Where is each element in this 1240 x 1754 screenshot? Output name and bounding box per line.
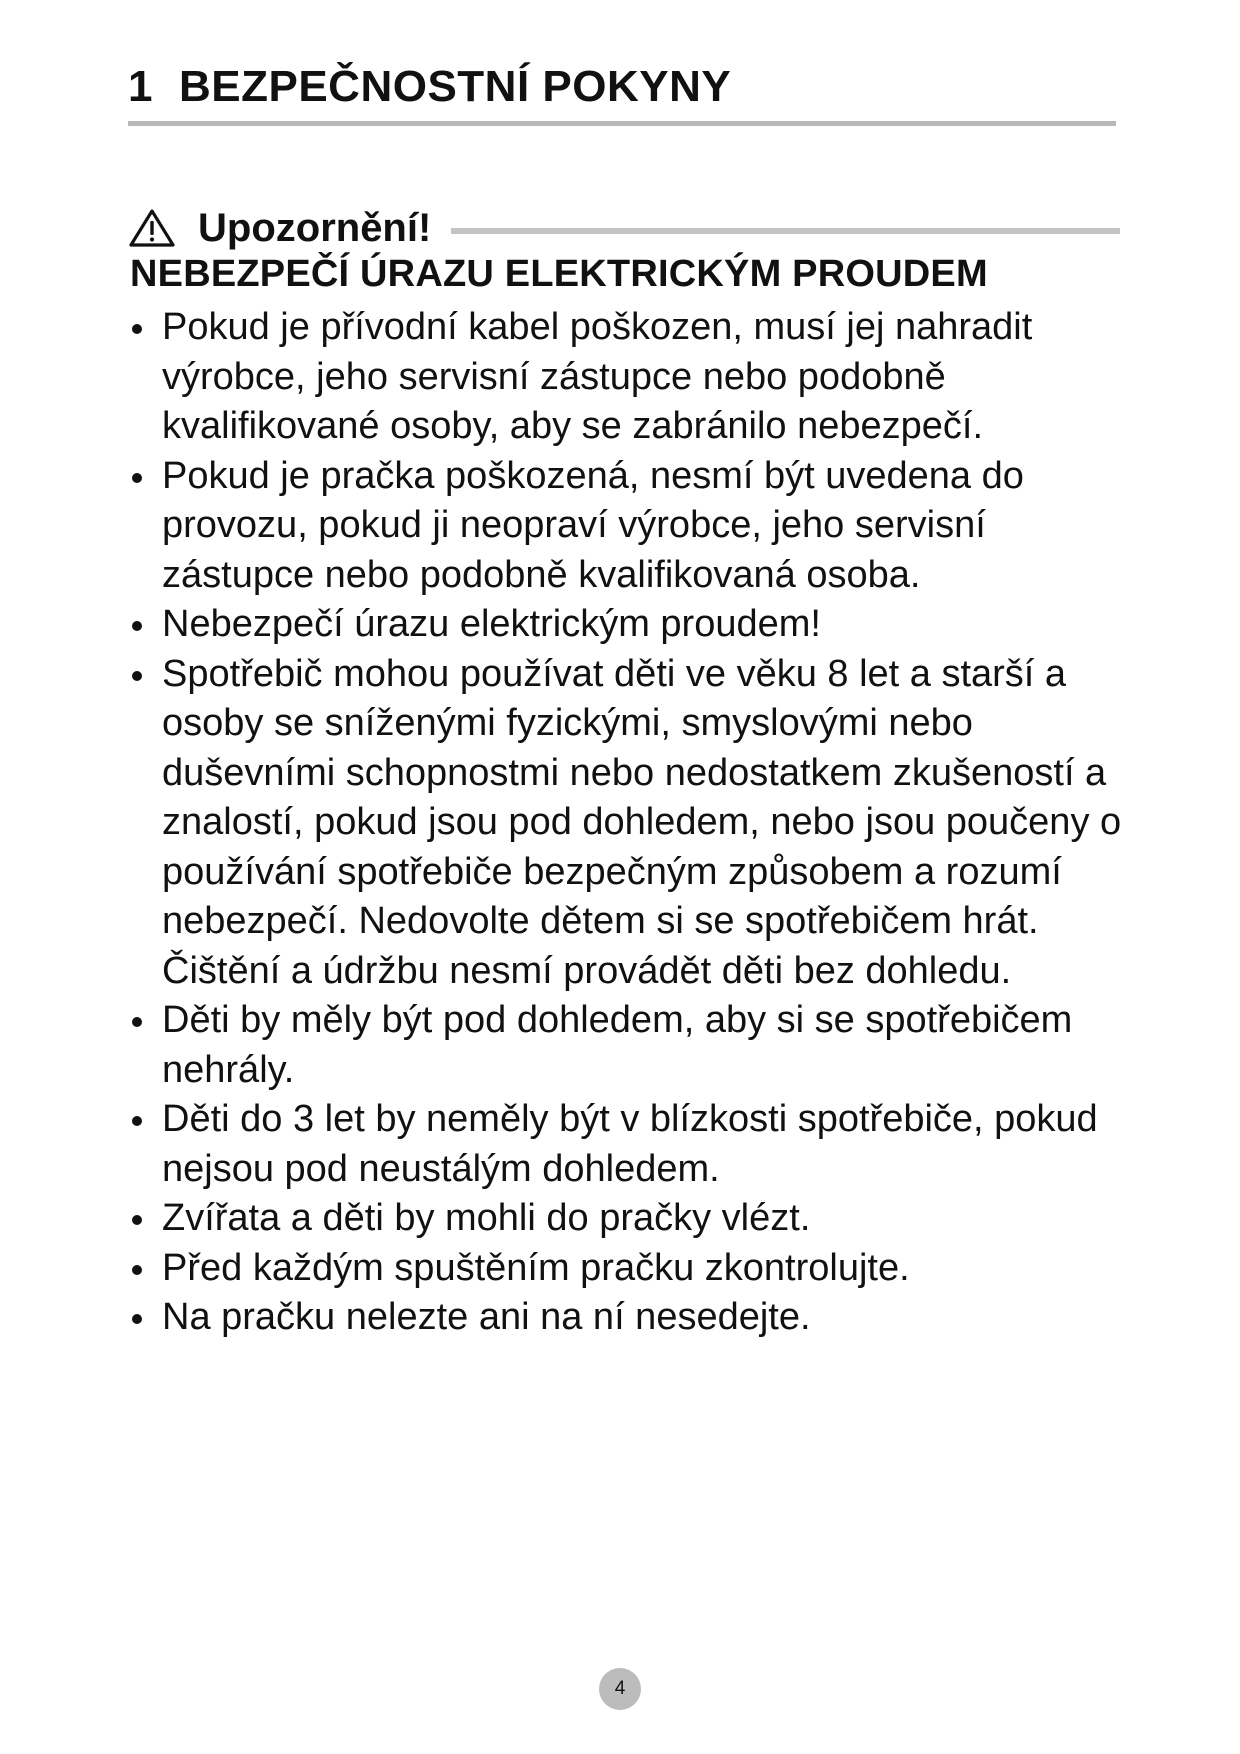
bullet-icon [132, 1265, 142, 1275]
warning-divider [451, 228, 1120, 234]
bullet-icon [132, 473, 142, 483]
bullet-icon [132, 1314, 142, 1324]
list-item [130, 1194, 1130, 1244]
list-item [130, 1244, 1130, 1294]
list-item-text: Pokud je pračka poškozená, nesmí být uvedena do provozu, pokud ji neopraví výrobce, jeho servisní zástupce nebo podobně kvalifikovaná osoba. [162, 454, 1024, 596]
list-item [130, 996, 1130, 1095]
warning-triangle-icon [128, 208, 176, 248]
bullet-icon [132, 621, 142, 631]
list-item [130, 1293, 1130, 1343]
section-number: 1 [128, 62, 153, 111]
warning-header [128, 200, 1120, 256]
list-item-text: Na pračku nelezte ani na ní nesedejte. [162, 1296, 811, 1338]
list-item-text: Pokud je přívodní kabel poškozen, musí jej nahradit výrobce, jeho servisní zástupce nebo podobně kvalifikované osoby, aby se zabránilo nebezpečí. [162, 306, 1033, 447]
list-item-text: Zvířata a děti by mohli do pračky vlézt. [162, 1197, 811, 1239]
list-item [130, 650, 1130, 997]
hazard-heading: NEBEZPEČÍ ÚRAZU ELEKTRICKÝM PROUDEM [130, 253, 988, 295]
list-item [130, 452, 1130, 601]
list-item [130, 1095, 1130, 1194]
list-item [130, 600, 1130, 650]
bullet-icon [132, 1116, 142, 1126]
section-title [128, 62, 731, 113]
bullet-icon [132, 671, 142, 681]
list-item-text: Děti do 3 let by neměly být v blízkosti spotřebiče, pokud nejsou pod neustálým dohledem. [162, 1098, 1098, 1190]
section-title-text: BEZPEČNOSTNÍ POKYNY [178, 62, 732, 111]
title-divider [128, 121, 1116, 126]
list-item-text: Nebezpečí úrazu elektrickým proudem! [162, 603, 821, 645]
list-item-text: Spotřebič mohou používat děti ve věku 8 let a starší a osoby se sníženými fyzickými, smyslovými nebo duševními schopnostmi nebo nedostatkem zkušeností a znalostí, pokud jsou pod dohledem, nebo jsou poučeny o používání spotřebiče bezpečným způsobem a rozumí nebezpečí. Nedovolte dětem si se spotřebičem hrát. Čištění a údržbu nesmí provádět děti bez dohledu. [162, 652, 1122, 992]
list-item-text: Děti by měly být pod dohledem, aby si se spotřebičem nehrály. [162, 999, 1073, 1091]
list-item-text: Před každým spuštěním pračku zkontrolujte. [162, 1246, 910, 1289]
bullet-icon [132, 1017, 142, 1027]
list-item [130, 303, 1130, 452]
safety-list [130, 303, 1130, 1343]
bullet-icon [132, 1215, 142, 1225]
warning-label: Upozornění! [198, 205, 432, 250]
page-number-badge: 4 [599, 1668, 641, 1710]
bullet-icon [132, 324, 142, 334]
